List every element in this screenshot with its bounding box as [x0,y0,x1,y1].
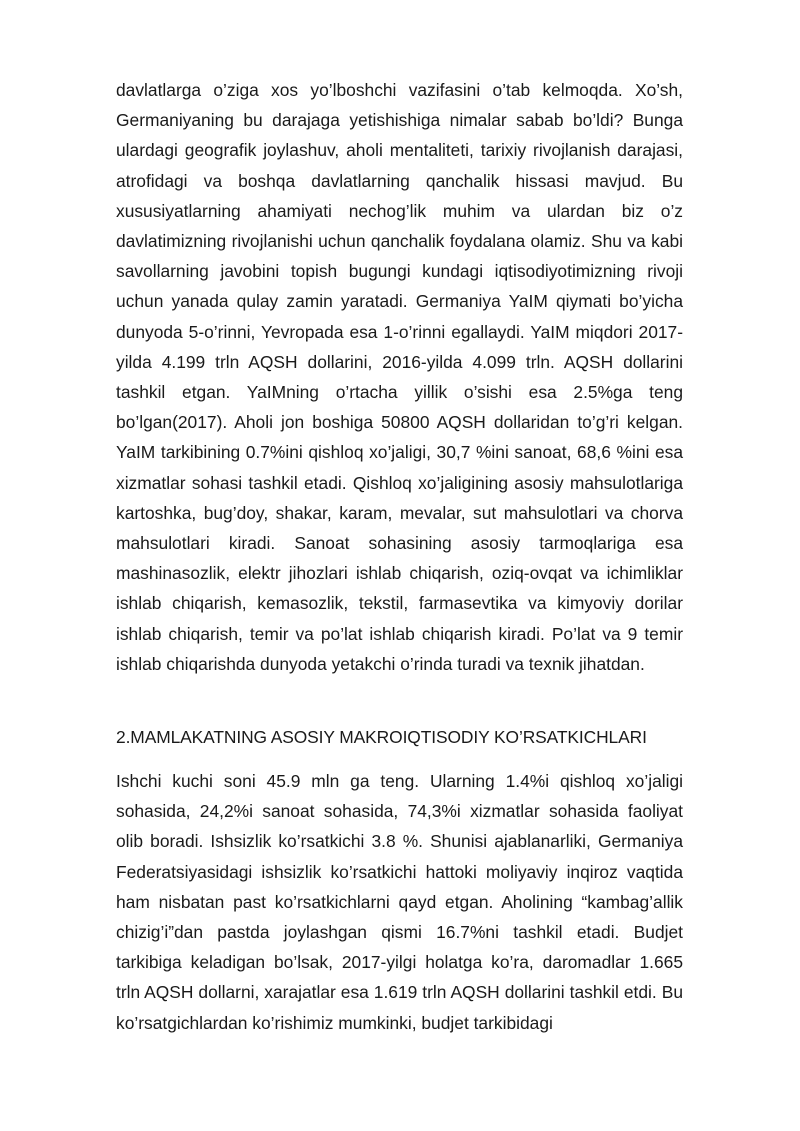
section-heading: 2.MAMLAKATNING ASOSIY MAKROIQTISODIY KO’RSATKICHLARI [116,727,647,747]
body-paragraph-2: Ishchi kuchi soni 45.9 mln ga teng. Ularning 1.4%i qishloq xo’jaligi sohasida, 24,2%i sanoat sohasida, 74,3%i xizmatlar sohasida faoliyat olib boradi. Ishsizlik ko’rsatkichi 3.8 %. Shunisi ajablanarliki, Germaniya Federatsiyasidagi ishsizlik ko’rsatkichi hattoki moliyaviy inqiroz vaqtida ham nisbatan past ko’rsatkichlarni qayd etgan. Aholining “kambag’allik chizig’i”dan pastda joylashgan qismi 16.7%ni tashkil etadi. Budjet tarkibiga keladigan bo’lsak, 2017-yilgi holatga ko’ra, daromadlar 1.665 trln AQSH dollarni, xarajatlar esa 1.619 trln AQSH dollarini tashkil etdi. Bu ko’rsatgichlardan ko’rishimiz mumkinki, budjet tarkibidagi [116,771,683,1033]
body-paragraph-1: davlatlarga o’ziga xos yo’lboshchi vazifasini o’tab kelmoqda. Xo’sh, Germaniyaning bu darajaga yetishishiga nimalar sabab bo’ldi? Bunga ulardagi geografik joylashuv, aholi mentaliteti, tarixiy rivojlanish darajasi, atrofidagi va boshqa davlatlarning qanchalik hissasi mavjud. Bu xususiyatlarning ahamiyati nechog’lik muhim va ulardan biz o’z davlatimizning rivojlanishi uchun qanchalik foydalana olamiz. Shu va kabi savollarning javobini topish bugungi kundagi iqtisodiyotimizning rivoji uchun yanada qulay zamin yaratadi. Germaniya YaIM qiymati bo’yicha dunyoda 5-o’rinni, Yevropada esa 1-o’rinni egallaydi. YaIM miqdori 2017-yilda 4.199 trln AQSH dollarini, 2016-yilda 4.099 trln. AQSH dollarini tashkil etgan. YaIMning o’rtacha yillik o’sishi esa 2.5%ga teng bo’lgan(2017). Aholi jon boshiga 50800 AQSH dollaridan to’g’ri kelgan. YaIM tarkibining 0.7%ini qishloq xo’jaligi, 30,7 %ini sanoat, 68,6 %ini esa xizmatlar sohasi tashkil etadi. Qishloq xo’jaligining asosiy mahsulotlariga kartoshka, bug’doy, shakar, karam, mevalar, sut mahsulotlari va chorva mahsulotlari kiradi. Sanoat sohasining asosiy tarmoqlariga esa mashinasozlik, elektr jihozlari ishlab chiqarish, oziq-ovqat va ichimliklar ishlab chiqarish, kemasozlik, tekstil, farmasevtika va kimyoviy dorilar ishlab chiqarish, temir va po’lat ishlab chiqarish kiradi. Po’lat va 9 temir ishlab chiqarishda dunyoda yetakchi o’rinda turadi va texnik jihatdan. [116,80,683,674]
